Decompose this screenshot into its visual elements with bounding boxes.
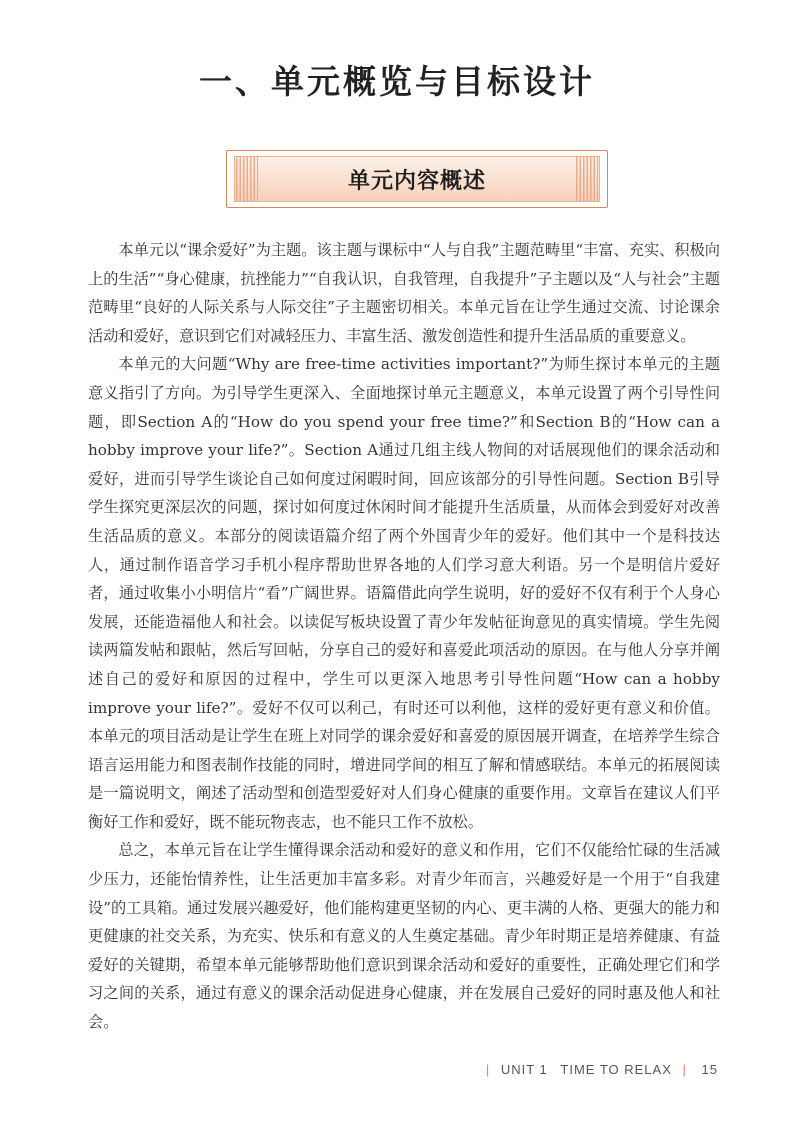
page-footer bbox=[480, 1062, 718, 1077]
page-number: 15 bbox=[701, 1062, 718, 1077]
footer-divider-left: | bbox=[485, 1062, 491, 1077]
footer-divider-right: | bbox=[682, 1062, 687, 1077]
paragraph-summary: 总之，本单元旨在让学生懂得课余活动和爱好的意义和作用，它们不仅能给忙碌的生活减少压力，还能怡情养性，让生活更加丰富多彩。对青少年而言，兴趣爱好是一个用于“自我建设”的工具箱。通过发展兴趣爱好，他们能构建更坚韧的内心、更丰满的人格、更强大的能力和更健康的社交关系，为充实、快乐和有意义的人生奠定基础。青少年时期正是培养健康、有益爱好的关键期，希望本单元能够帮助他们意识到课余活动和爱好的重要性，正确处理它们和学习之间的关系，通过有意义的课余活动促进身心健康，并在发展自己爱好的同时惠及他人和社会。 bbox=[88, 841, 720, 1032]
footer-unit: UNIT 1 bbox=[500, 1062, 548, 1077]
footer-unit-title: TIME TO RELAX bbox=[560, 1062, 672, 1077]
body-text bbox=[88, 236, 720, 1037]
page-title: 一、单元概览与目标设计 bbox=[199, 62, 595, 101]
section-banner bbox=[226, 150, 608, 208]
paragraph-big-question: 本单元的大问题“Why are free-time activities important?”为师生探讨本单元的主题意义指引了方向。为引导学生更深入、全面地探讨单元主题意义，本单元设置了两个引导性问题，即Section A的“How do you spend your free time?”和Section B的“How can a hobby improve your life?”。Section A通过几组主线人物间的对话展现他们的课余活动和爱好，进而引导学生谈论自己如何度过闲暇时间，回应该部分的引导性问题。Section B引导学生探究更深层次的问题，探讨如何度过休闲时间才能提升生活质量，从而体会到爱好对改善生活品质的意义。本部分的阅读语篇介绍了两个外国青少年的爱好。他们其中一个是科技达人，通过制作语音学习手机小程序帮助世界各地的人们学习意大利语。另一个是明信片爱好者，通过收集小小明信片“看”广阔世界。语篇借此向学生说明，好的爱好不仅有利于个人身心发展，还能造福他人和社会。以读促写板块设置了青少年发帖征询意见的真实情境。学生先阅读两篇发帖和跟帖，然后写回帖，分享自己的爱好和喜爱此项活动的原因。在与他人分享并阐述自己的爱好和原因的过程中，学生可以更深入地思考引导性问题“How can a hobby improve your life?”。爱好不仅可以利己，有时还可以利他，这样的爱好更有意义和价值。本单元的项目活动是让学生在班上对同学的课余爱好和喜爱的原因展开调查，在培养学生综合语言运用能力和图表制作技能的同时，增进同学间的相互了解和情感联结。本单元的拓展阅读是一篇说明文，阐述了活动型和创造型爱好对人们身心健康的重要作用。文章旨在建议人们平衡好工作和爱好，既不能玩物丧志，也不能只工作不放松。 bbox=[88, 355, 720, 831]
section-heading: 单元内容概述 bbox=[347, 168, 486, 194]
paragraph-intro: 本单元以“课余爱好”为主题。该主题与课标中“人与自我”主题范畴里“丰富、充实、积极向上的生活”“身心健康，抗挫能力”“自我认识，自我管理，自我提升”子主题以及“人与社会”主题范畴里“良好的人际关系与人际交往”子主题密切相关。本单元旨在让学生通过交流、讨论课余活动和爱好，意识到它们对减轻压力、丰富生活、激发创造性和提升生活品质的重要意义。 bbox=[88, 241, 720, 345]
